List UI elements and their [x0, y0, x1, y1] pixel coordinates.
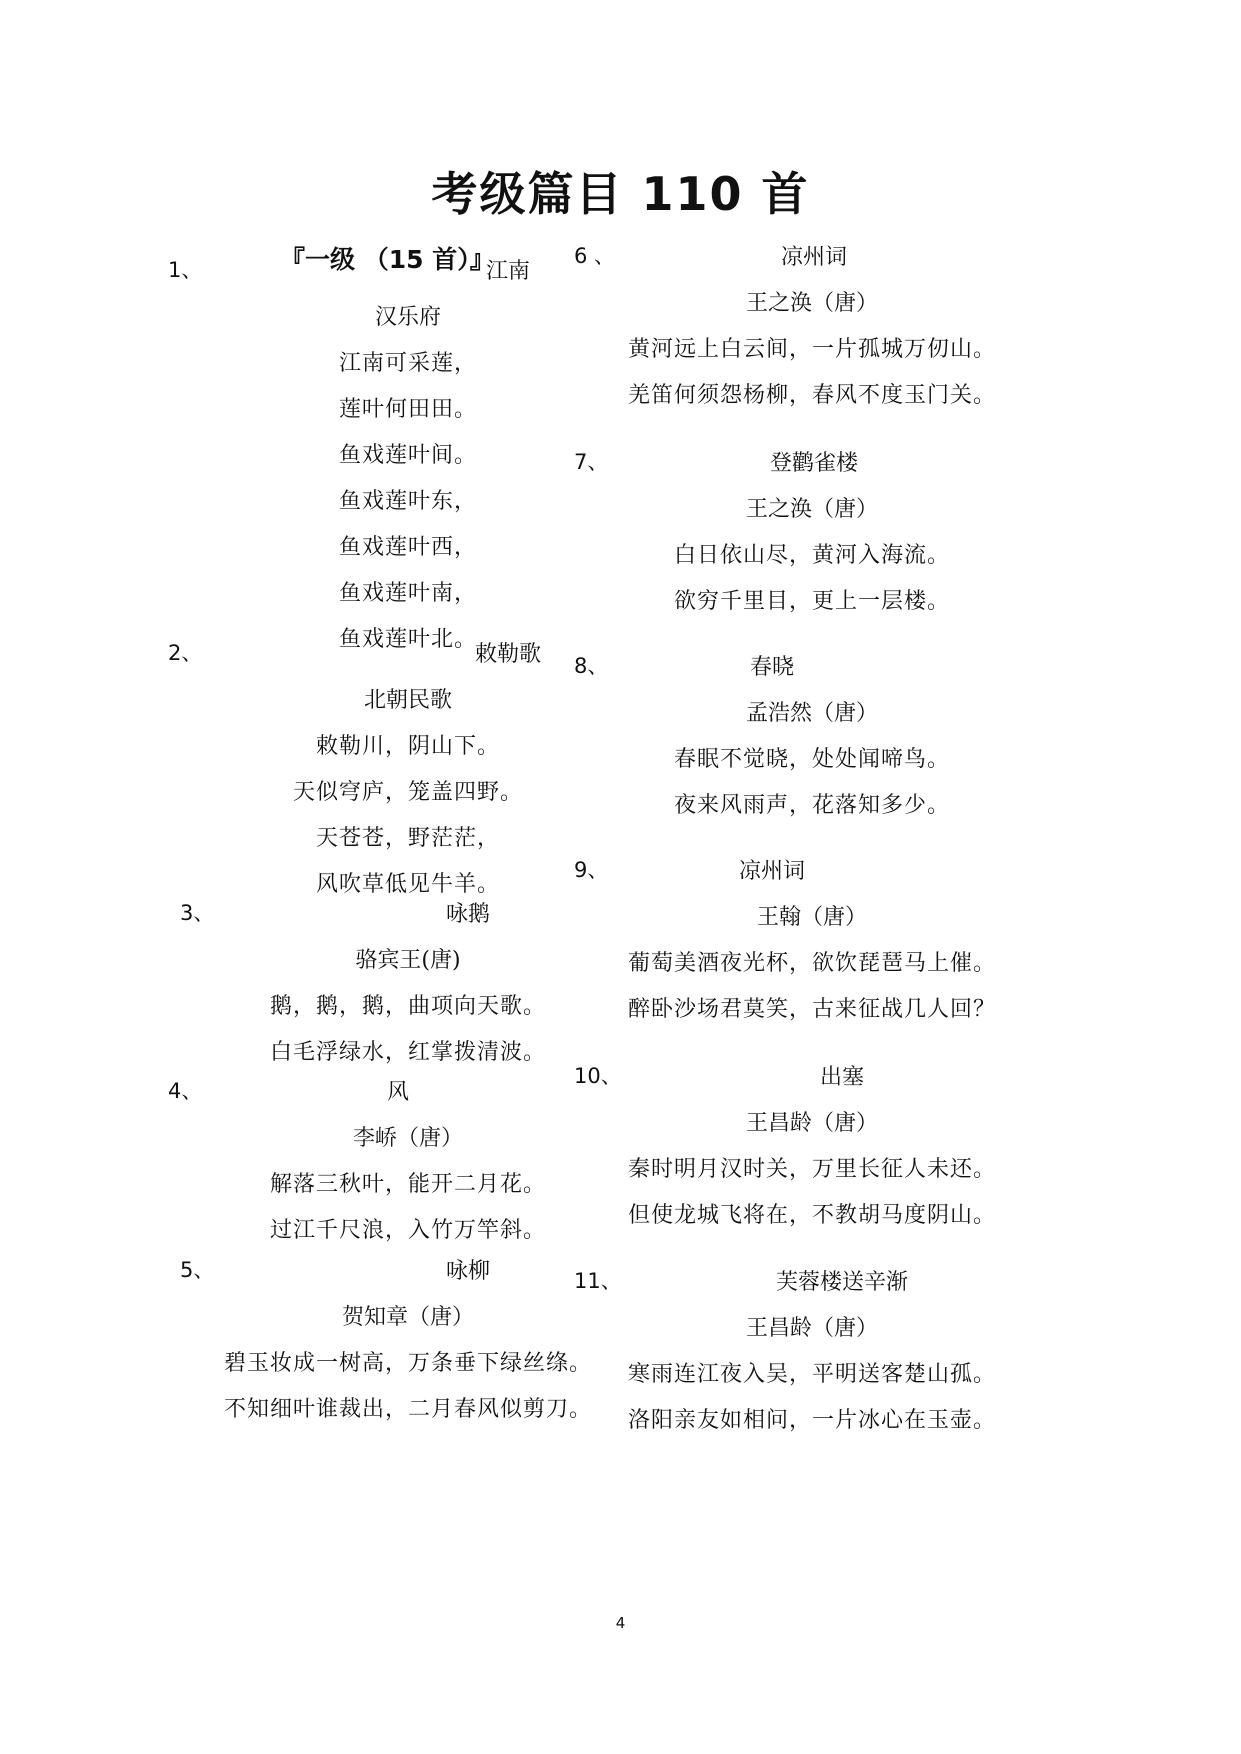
poem-number: 1、 — [168, 258, 203, 282]
poem-title: 凉州词 — [738, 859, 805, 884]
poem-author: 王之涣（唐） — [745, 497, 878, 522]
poem-line: 春眠不觉晓，处处闻啼鸟。 — [673, 747, 950, 772]
poem-line: 过江千尺浪，入竹万竿斜。 — [269, 1218, 546, 1243]
poem-line: 天苍苍，野茫茫， — [315, 826, 500, 851]
poem-header — [572, 1265, 1052, 1311]
level-heading: 『一级 （15 首）』 — [280, 245, 495, 274]
poem-author: 贺知章（唐） — [341, 1305, 474, 1330]
poem-line: 解落三秋叶，能开二月花。 — [269, 1172, 546, 1197]
poem-line: 天似穹庐，笼盖四野。 — [292, 780, 523, 805]
poem-line: 洛阳亲友如相问，一片冰心在玉壶。 — [627, 1408, 996, 1433]
poem-line: 鱼戏莲叶南， — [338, 581, 477, 606]
poem-number: 6 、 — [574, 244, 616, 268]
poem-title: 凉州词 — [780, 245, 847, 270]
poem-line: 江南可采莲， — [338, 351, 477, 376]
poem-number: 5、 — [180, 1258, 215, 1282]
poem-number: 8、 — [574, 654, 609, 678]
poem — [572, 854, 1052, 1038]
poem-number: 4、 — [168, 1079, 203, 1103]
page-title: 考级篇目 110 首 — [431, 167, 810, 221]
poem-line: 敕勒川，阴山下。 — [315, 734, 500, 759]
poem-title: 出塞 — [819, 1065, 864, 1090]
poem-header — [572, 240, 1052, 286]
poem-header — [572, 650, 1052, 696]
poem-author: 王之涣（唐） — [745, 291, 878, 316]
poem-author: 王翰（唐） — [756, 905, 867, 930]
poem-author: 北朝民歌 — [363, 688, 452, 713]
page-number: 4 — [615, 1614, 626, 1632]
poem-number: 9、 — [574, 858, 609, 882]
poem-line: 秦时明月汉时关，万里长征人未还。 — [627, 1157, 996, 1182]
poem-title: 敕勒歌 — [474, 642, 541, 667]
poem — [572, 1265, 1052, 1449]
poem-title: 登鹳雀楼 — [769, 451, 858, 476]
poem-header — [572, 1060, 1052, 1106]
poem-number: 11、 — [574, 1269, 622, 1293]
poem-line: 欲穷千里目，更上一层楼。 — [673, 589, 950, 614]
poem-line: 夜来风雨声，花落知多少。 — [673, 793, 950, 818]
poem-author: 王昌龄（唐） — [745, 1316, 878, 1341]
poem-author: 骆宾王(唐) — [355, 948, 461, 973]
poem — [572, 446, 1052, 630]
poem-line: 羌笛何须怨杨柳，春风不度玉门关。 — [627, 383, 996, 408]
poem-line: 黄河远上白云间，一片孤城万仞山。 — [627, 337, 996, 362]
poem-line: 葡萄美酒夜光杯，欲饮琵琶马上催。 — [627, 951, 996, 976]
poem-line: 莲叶何田田。 — [338, 397, 477, 422]
poem-number: 7、 — [574, 450, 609, 474]
poem-line: 鱼戏莲叶间。 — [338, 443, 477, 468]
poem-title: 风 — [386, 1080, 409, 1105]
poem-title: 芙蓉楼送辛渐 — [775, 1270, 908, 1295]
poem — [572, 1060, 1052, 1244]
poem-line: 不知细叶谁裁出，二月春风似剪刀。 — [223, 1397, 592, 1422]
poem-line: 寒雨连江夜入吴，平明送客楚山孤。 — [627, 1362, 996, 1387]
poem-header — [572, 854, 1052, 900]
poem-number: 10、 — [574, 1064, 622, 1088]
poem-number: 2、 — [168, 641, 203, 665]
poem-line: 鱼戏莲叶北。 — [338, 627, 477, 652]
poem-title: 春晓 — [749, 655, 794, 680]
poem-line: 鱼戏莲叶东， — [338, 489, 477, 514]
poem-line: 碧玉妆成一树高，万条垂下绿丝绦。 — [223, 1351, 592, 1376]
poem-author: 王昌龄（唐） — [745, 1111, 878, 1136]
poem-author: 孟浩然（唐） — [745, 701, 878, 726]
poem-title: 江南 — [485, 259, 530, 284]
poem-line: 但使龙城飞将在，不教胡马度阴山。 — [627, 1203, 996, 1228]
poem-line: 白毛浮绿水，红掌拨清波。 — [269, 1040, 546, 1065]
poem-line: 白日依山尽，黄河入海流。 — [673, 543, 950, 568]
poem-author: 李峤（唐） — [352, 1126, 463, 1151]
poem-header — [572, 446, 1052, 492]
poem-title: 咏鹅 — [445, 902, 490, 927]
poem-number: 3、 — [180, 901, 215, 925]
poem — [572, 240, 1052, 424]
poem-author: 汉乐府 — [374, 305, 441, 330]
poem-line: 鱼戏莲叶西， — [338, 535, 477, 560]
poem-line: 风吹草低见牛羊。 — [315, 872, 500, 897]
poem — [572, 650, 1052, 834]
poem-line: 鹅，鹅，鹅，曲项向天歌。 — [269, 994, 546, 1019]
poem-line: 醉卧沙场君莫笑，古来征战几人回？ — [627, 997, 996, 1022]
poem-title: 咏柳 — [445, 1259, 490, 1284]
